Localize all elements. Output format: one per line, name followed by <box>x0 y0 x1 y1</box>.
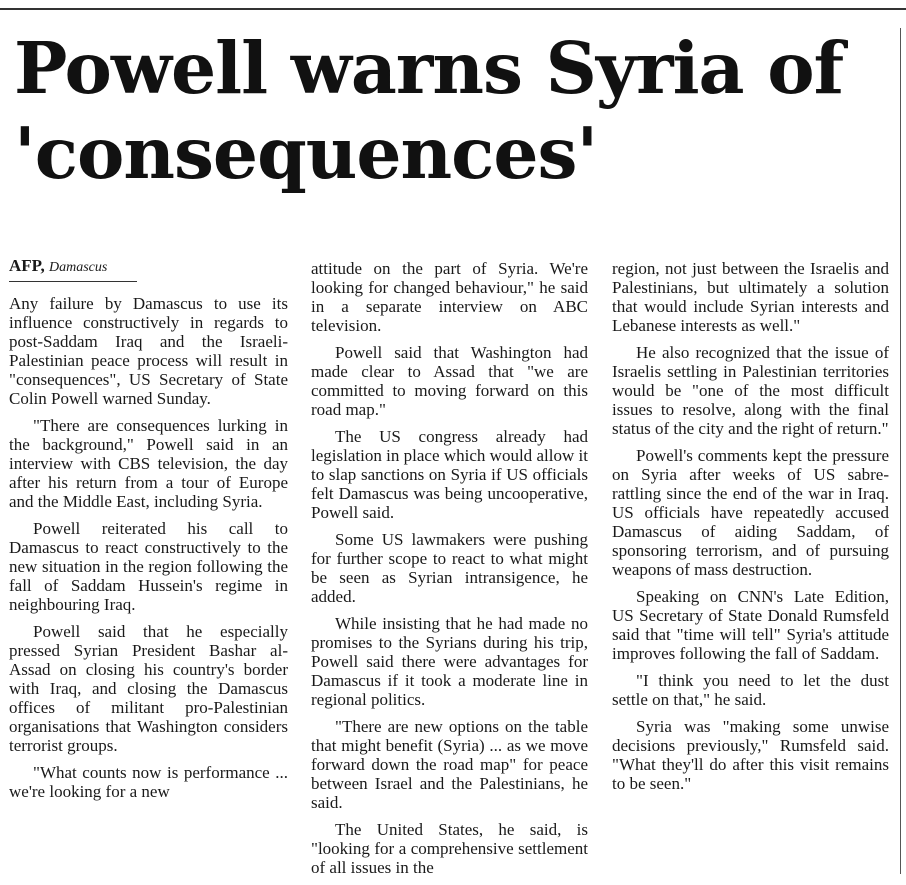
top-rule <box>0 8 906 10</box>
paragraph: Powell's comments kept the pressure on Syria after weeks of US sabre-rattling since the end of the war in Iraq. US officials have repeatedly accused Damascus of aiding Saddam, of sponsoring terrorism, and of pursuing weapons of mass destruction. <box>612 446 889 579</box>
paragraph: Powell reiterated his call to Damascus to react constructively to the new situation in the region following the fall of Saddam Hussein's regime in neighbouring Iraq. <box>9 519 288 614</box>
headline: Powell warns Syria of 'consequences' <box>14 26 844 195</box>
paragraph: Some US lawmakers were pushing for further scope to react to what might be seen as Syrian intransigence, he added. <box>311 530 588 606</box>
column-rule-right <box>900 28 901 874</box>
byline <box>9 256 137 282</box>
paragraph: Powell said that he especially pressed Syrian President Bashar al-Assad on closing his country's border with Iraq, and closing the Damascus offices of militant pro-Palestinian organisations that Washington considers terrorist groups. <box>9 622 288 755</box>
paragraph: Powell said that Washington had made clear to Assad that "we are committed to moving forward on this road map." <box>311 343 588 419</box>
paragraph: The United States, he said, is "looking for a comprehensive settlement of all issues in the <box>311 820 588 877</box>
paragraph: "There are consequences lurking in the background," Powell said in an interview with CBS television, the day after his return from a tour of Europe and the Middle East, including Syria. <box>9 416 288 511</box>
byline-agency: AFP, <box>9 256 45 275</box>
paragraph: attitude on the part of Syria. We're looking for changed behaviour," he said in a separate interview on ABC television. <box>311 259 588 335</box>
paragraph: "What counts now is performance ... we're looking for a new <box>9 763 288 801</box>
paragraph: He also recognized that the issue of Israelis settling in Palestinian territories would be "one of the most difficult issues to resolve, along with the final status of the city and the right of return." <box>612 343 889 438</box>
paragraph: Speaking on CNN's Late Edition, US Secretary of State Donald Rumsfeld said that "time will tell" Syria's attitude improves following the fall of Saddam. <box>612 587 889 663</box>
article-column-1 <box>9 256 288 809</box>
article-column-2 <box>311 259 588 885</box>
paragraph: "There are new options on the table that might benefit (Syria) ... as we move forward down the road map" for peace between Israel and the Palestinians, he said. <box>311 717 588 812</box>
paragraph: Syria was "making some unwise decisions previously," Rumsfeld said. "What they'll do after this visit remains to be seen." <box>612 717 889 793</box>
paragraph: The US congress already had legislation in place which would allow it to slap sanctions on Syria if US officials felt Damascus was being uncooperative, Powell said. <box>311 427 588 522</box>
paragraph: "I think you need to let the dust settle on that," he said. <box>612 671 889 709</box>
byline-place: Damascus <box>49 260 108 275</box>
article-column-3 <box>612 259 889 801</box>
paragraph: Any failure by Damascus to use its influence constructively in regards to post-Saddam Iraq and the Israeli-Palestinian peace process will result in "consequences", US Secretary of State Colin Powell warned Sunday. <box>9 294 288 408</box>
paragraph: region, not just between the Israelis and Palestinians, but ultimately a solution that would include Syrian interests and Lebanese interests as well." <box>612 259 889 335</box>
paragraph: While insisting that he had made no promises to the Syrians during his trip, Powell said there were advantages for Damascus if it took a moderate line in regional politics. <box>311 614 588 709</box>
